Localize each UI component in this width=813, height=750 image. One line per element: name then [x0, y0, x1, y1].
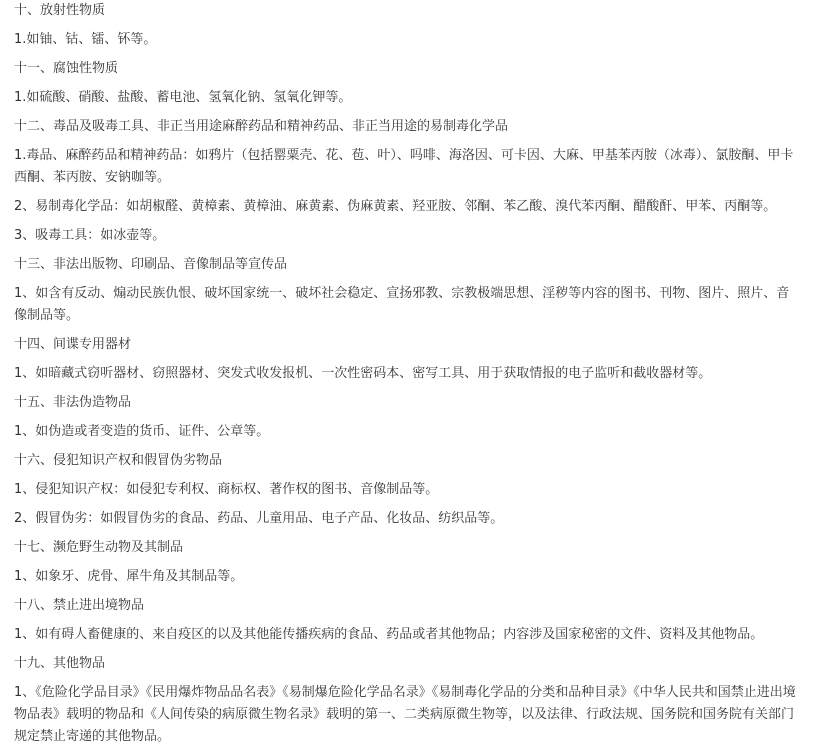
section-item: 2、假冒伪劣：如假冒伪劣的食品、药品、儿童用品、电子产品、化妆品、纺织品等。 [14, 511, 504, 526]
section-heading-16: 十六、侵犯知识产权和假冒伪劣物品 [14, 453, 223, 468]
section-item: 1、侵犯知识产权：如侵犯专利权、商标权、著作权的图书、音像制品等。 [14, 482, 439, 497]
section-item: 2、易制毒化学品：如胡椒醛、黄樟素、黄樟油、麻黄素、伪麻黄素、羟亚胺、邻酮、苯乙酸、溴代苯丙酮、醋酸酐、甲苯、丙酮等。 [14, 199, 777, 214]
section-item: 1、如伪造或者变造的货币、证件、公章等。 [14, 424, 270, 439]
section-item: 1、如有碍人畜健康的、来自疫区的以及其他能传播疾病的食品、药品或者其他物品；内容涉及国家秘密的文件、资料及其他物品。 [14, 627, 764, 642]
section-heading-10: 十、放射性物质 [14, 3, 106, 18]
section-item: 1、如暗藏式窃听器材、窃照器材、突发式收发报机、一次性密码本、密写工具、用于获取情报的电子监听和截收器材等。 [14, 366, 712, 381]
section-item: 1.如硫酸、硝酸、盐酸、蓄电池、氢氧化钠、氢氧化钾等。 [14, 90, 352, 105]
section-item: 1、如含有反动、煽动民族仇恨、破坏国家统一、破坏社会稳定、宣扬邪教、宗教极端思想、淫秽等内容的图书、刊物、图片、照片、音像制品等。 [14, 286, 790, 323]
section-heading-12: 十二、毒品及吸毒工具、非正当用途麻醉药品和精神药品、非正当用途的易制毒化学品 [14, 119, 509, 134]
section-heading-15: 十五、非法伪造物品 [14, 395, 132, 410]
section-heading-17: 十七、濒危野生动物及其制品 [14, 540, 184, 555]
section-item: 1.毒品、麻醉药品和精神药品：如鸦片（包括罂粟壳、花、苞、叶）、吗啡、海洛因、可卡因、大麻、甲基苯丙胺（冰毒）、氯胺酮、甲卡西酮、苯丙胺、安钠咖等。 [14, 148, 794, 185]
section-heading-18: 十八、禁止进出境物品 [14, 598, 145, 613]
section-item: 1、如象牙、虎骨、犀牛角及其制品等。 [14, 569, 244, 584]
section-heading-13: 十三、非法出版物、印刷品、音像制品等宣传品 [14, 257, 288, 272]
section-item: 1、《危险化学品目录》《民用爆炸物品品名表》《易制爆危险化学品名录》《易制毒化学品的分类和品种目录》《中华人民共和国禁止进出境物品表》载明的物品和《人间传染的病原微生物名录》载明的第一、二类病原微生物等，以及法律、行政法规、国务院和国务院有关部门规定禁止寄递的其他物品。 [14, 685, 796, 744]
section-heading-19: 十九、其他物品 [14, 656, 106, 671]
section-heading-14: 十四、间谍专用器材 [14, 337, 132, 352]
section-item: 1.如铀、钴、镭、钚等。 [14, 32, 157, 47]
section-heading-11: 十一、腐蚀性物质 [14, 61, 119, 76]
section-item: 3、吸毒工具：如冰壶等。 [14, 228, 166, 243]
